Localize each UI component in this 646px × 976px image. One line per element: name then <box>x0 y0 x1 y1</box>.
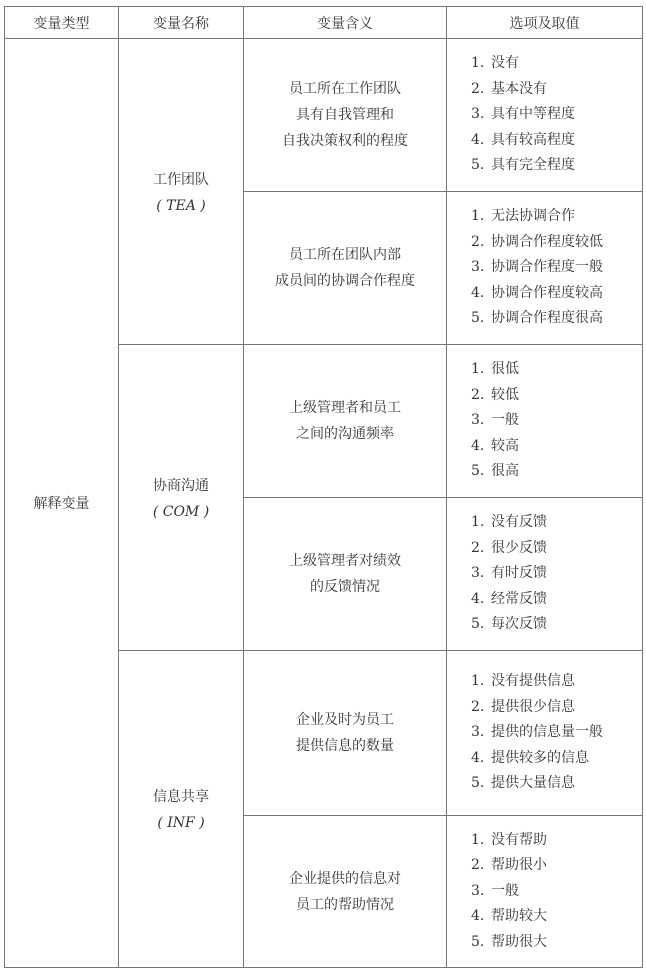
option-item: 3. 协调合作程度一般 <box>471 259 603 276</box>
option-item: 3. 提供的信息量一般 <box>471 724 603 741</box>
options-cell <box>447 816 643 968</box>
meaning-cell <box>244 345 447 498</box>
option-item: 5. 很高 <box>471 463 519 480</box>
meaning-cell <box>244 816 447 968</box>
meaning-line: 上级管理者和员工 <box>289 400 401 416</box>
header-variable-meaning: 变量含义 <box>244 7 447 39</box>
meaning-line: 员工所在工作团队 <box>289 81 401 97</box>
options-cell <box>447 498 643 651</box>
variable-name: 工作团队 <box>153 171 209 188</box>
meaning-line: 企业提供的信息对 <box>289 870 401 887</box>
options-cell <box>447 345 643 498</box>
option-item: 5. 提供大量信息 <box>471 775 575 792</box>
options-list <box>447 204 642 332</box>
option-item: 2. 很少反馈 <box>471 539 547 556</box>
option-item: 2. 基本没有 <box>471 80 547 97</box>
options-cell <box>447 39 643 192</box>
options-list <box>447 51 642 179</box>
option-item: 2. 帮助很小 <box>471 857 547 874</box>
variable-type-label: 解释变量 <box>33 496 90 512</box>
meaning-cell <box>244 651 447 816</box>
option-item: 1. 很低 <box>471 361 519 378</box>
option-item: 2. 协调合作程度较低 <box>471 233 603 250</box>
option-item: 1. 没有反馈 <box>471 514 547 531</box>
variable-name-cell <box>119 39 244 345</box>
header-variable-type: 变量类型 <box>5 7 119 39</box>
variable-table <box>4 6 643 968</box>
table-row <box>5 39 643 192</box>
meaning-line: 企业及时为员工 <box>296 712 394 728</box>
header-options-values: 选项及取值 <box>447 7 643 39</box>
option-item: 1. 没有帮助 <box>471 831 547 848</box>
variable-type-cell <box>5 39 119 968</box>
variable-code: ( TEA ) <box>156 197 206 214</box>
meaning-line: 员工所在团队内部 <box>289 247 401 263</box>
meaning-line: 具有自我管理和 <box>296 107 394 123</box>
options-list <box>447 357 642 485</box>
options-cell <box>447 651 643 816</box>
options-list <box>447 669 642 797</box>
meaning-line: 员工的帮助情况 <box>296 896 394 913</box>
options-list <box>447 510 642 638</box>
option-item: 5. 每次反馈 <box>471 616 547 633</box>
option-item: 5. 协调合作程度很高 <box>471 310 603 327</box>
meaning-line: 的反馈情况 <box>310 579 380 595</box>
options-list <box>447 828 642 956</box>
option-item: 4. 经常反馈 <box>471 590 547 607</box>
header-row <box>5 7 643 39</box>
variable-name: 信息共享 <box>153 789 209 805</box>
option-item: 5. 帮助很大 <box>471 933 547 950</box>
option-item: 3. 一般 <box>471 882 519 899</box>
meaning-cell <box>244 498 447 651</box>
variable-name-cell <box>119 345 244 651</box>
options-cell <box>447 192 643 345</box>
variable-code: ( INF ) <box>157 815 205 831</box>
variable-code: ( COM ) <box>152 503 210 520</box>
variable-name-cell <box>119 651 244 968</box>
option-item: 4. 提供较多的信息 <box>471 749 589 766</box>
option-item: 5. 具有完全程度 <box>471 157 575 174</box>
meaning-cell <box>244 39 447 192</box>
option-item: 3. 具有中等程度 <box>471 106 575 123</box>
meaning-cell <box>244 192 447 345</box>
header-variable-name: 变量名称 <box>119 7 244 39</box>
option-item: 4. 具有较高程度 <box>471 131 575 148</box>
option-item: 2. 较低 <box>471 386 519 403</box>
meaning-line: 提供信息的数量 <box>296 738 394 754</box>
meaning-line: 上级管理者对绩效 <box>289 553 401 569</box>
option-item: 1. 没有提供信息 <box>471 673 575 690</box>
option-item: 3. 一般 <box>471 412 519 429</box>
option-item: 4. 帮助较大 <box>471 908 547 925</box>
meaning-line: 之间的沟通频率 <box>296 426 394 442</box>
option-item: 1. 没有 <box>471 55 519 72</box>
option-item: 4. 协调合作程度较高 <box>471 284 603 301</box>
meaning-line: 成员间的协调合作程度 <box>275 273 415 289</box>
option-item: 4. 较高 <box>471 437 519 454</box>
option-item: 3. 有时反馈 <box>471 565 547 582</box>
variable-name: 协商沟通 <box>153 477 209 494</box>
meaning-line: 自我决策权利的程度 <box>282 133 408 149</box>
option-item: 1. 无法协调合作 <box>471 208 575 225</box>
option-item: 2. 提供很少信息 <box>471 698 575 715</box>
